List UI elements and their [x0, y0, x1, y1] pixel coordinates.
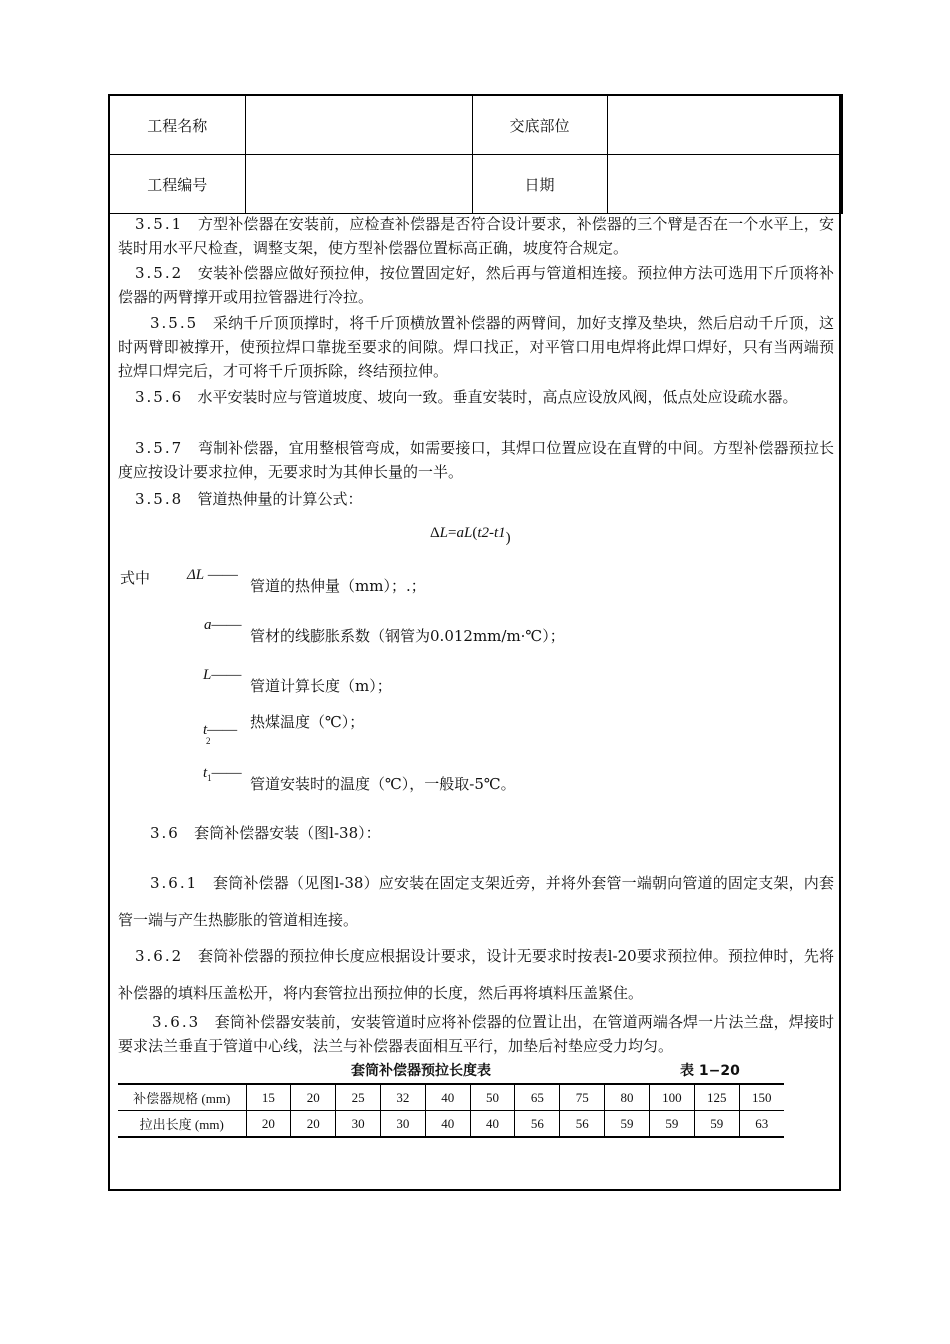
disclosure-part-value — [607, 95, 842, 155]
table-cell: 20 — [291, 1084, 336, 1111]
row-label-spec: 补偿器规格 (mm) — [118, 1084, 246, 1111]
where-label: 式中 — [120, 569, 151, 587]
table-cell: 40 — [425, 1111, 470, 1138]
date-label: 日期 — [472, 155, 607, 214]
table-cell: 59 — [605, 1111, 650, 1138]
table-cell: 150 — [739, 1084, 784, 1111]
stretch-length-table — [118, 1083, 784, 1138]
var-t1-desc: 管道安装时的温度（℃），一般取-5℃。 — [250, 775, 516, 793]
table-cell: 59 — [694, 1111, 739, 1138]
paragraph-3-5-6: 3.5.6 水平安装时应与管道坡度、坡向一致。垂直安装时，高点应设放风阀，低点处应设疏水器。 — [135, 388, 798, 406]
table-cell: 125 — [694, 1084, 739, 1111]
section-3-6: 3.6 套筒补偿器安装（图l-38）： — [150, 824, 381, 842]
table-cell: 40 — [470, 1111, 515, 1138]
paragraph-3-5-7: 3.5.7 弯制补偿器，宜用整根管弯成，如需要接口，其焊口位置应设在直臂的中间。方型补偿器预拉长度应按设计要求拉伸，无要求时为其伸长量的一半。 — [118, 439, 834, 481]
table-cell: 50 — [470, 1084, 515, 1111]
table-cell: 56 — [515, 1111, 560, 1138]
var-a-desc: 管材的线膨胀系数（钢管为0.012mm/m·℃）； — [250, 627, 565, 645]
project-no-value — [245, 155, 472, 214]
project-no-label: 工程编号 — [109, 155, 245, 214]
table-cell: 30 — [380, 1111, 425, 1138]
table-cell: 30 — [336, 1111, 381, 1138]
paragraph-3-6-3: 3.6.3 套筒补偿器安装前，安装管道时应将补偿器的位置让出，在管道两端各焊一片法兰盘，焊接时要求法兰垂直于管道中心线，法兰与补偿器表面相互平行，加垫后衬垫应受力均匀。 — [118, 1013, 834, 1055]
table-cell: 65 — [515, 1084, 560, 1111]
table-cell: 15 — [246, 1084, 291, 1111]
paragraph-3-5-8: 3.5.8 管道热伸量的计算公式： — [135, 490, 363, 508]
table-cell: 32 — [380, 1084, 425, 1111]
project-name-value — [245, 95, 472, 155]
disclosure-part-label: 交底部位 — [472, 95, 607, 155]
paragraph-3-5-1: 3.5.1 方型补偿器在安装前，应检查补偿器是否符合设计要求，补偿器的三个臂是否在一个水平上，安装时用水平尺检查，调整支架，使方型补偿器位置标高正确，坡度符合规定。 — [118, 215, 834, 257]
expansion-formula: ΔL=aL(t2-t1) — [430, 525, 511, 546]
paragraph-3-6-1: 3.6.1 套筒补偿器（见图l-38）应安装在固定支架近旁，并将外套管一端朝向管道的固定支架，内套管一端与产生热膨胀的管道相连接。 — [118, 874, 834, 929]
var-l-desc: 管道计算长度（m）； — [250, 677, 392, 695]
table-cell: 20 — [246, 1111, 291, 1138]
table-row — [118, 1111, 784, 1138]
table-cell: 25 — [336, 1084, 381, 1111]
paragraph-3-5-5: 3.5.5 采纳千斤顶顶撑时，将千斤顶横放置补偿器的两臂间，加好支撑及垫块，然后启动千斤顶，这时两臂即被撑开，使预拉焊口靠拢至要求的间隙。焊口找正，对平管口用电焊将此焊口焊好，只有当两端预拉焊口焊完后，才可将千斤顶拆除，终结预拉伸。 — [118, 314, 834, 380]
table-cell: 75 — [560, 1084, 605, 1111]
table-cell: 56 — [560, 1111, 605, 1138]
table-cell: 100 — [649, 1084, 694, 1111]
table-cell: 63 — [739, 1111, 784, 1138]
project-name-label: 工程名称 — [109, 95, 245, 155]
var-t2-symbol: t—— 2 — [203, 722, 238, 746]
var-delta-l-desc: 管道的热伸量（mm）；.； — [250, 577, 426, 595]
row-label-length: 拉出长度 (mm) — [118, 1111, 246, 1138]
paragraph-3-6-2: 3.6.2 套筒补偿器的预拉伸长度应根据设计要求，设计无要求时按表l-20要求预拉伸。预拉伸时，先将补偿器的填料压盖松开，将内套管拉出预拉伸的长度，然后再将填料压盖紧住。 — [118, 947, 834, 1002]
var-delta-l-symbol: ΔL —— — [187, 567, 238, 583]
header-table — [108, 94, 843, 214]
table-number: 表 1−20 — [680, 1063, 740, 1079]
table-cell: 20 — [291, 1111, 336, 1138]
table-cell: 40 — [425, 1084, 470, 1111]
var-t2-desc: 热煤温度（℃）； — [250, 713, 365, 731]
var-l-symbol: L—— — [203, 667, 242, 683]
paragraph-3-5-2: 3.5.2 安装补偿器应做好预拉伸，按位置固定好，然后再与管道相连接。预拉伸方法可选用下斤顶将补偿器的两臂撑开或用拉管器进行冷拉。 — [118, 264, 834, 306]
table-row — [118, 1084, 784, 1111]
var-a-symbol: a—— — [204, 617, 242, 633]
var-t1-symbol: $t_1——$ — [203, 765, 242, 783]
date-value — [607, 155, 842, 214]
table-cell: 59 — [649, 1111, 694, 1138]
table-caption: 套筒补偿器预拉长度表 — [351, 1063, 491, 1079]
table-cell: 80 — [605, 1084, 650, 1111]
